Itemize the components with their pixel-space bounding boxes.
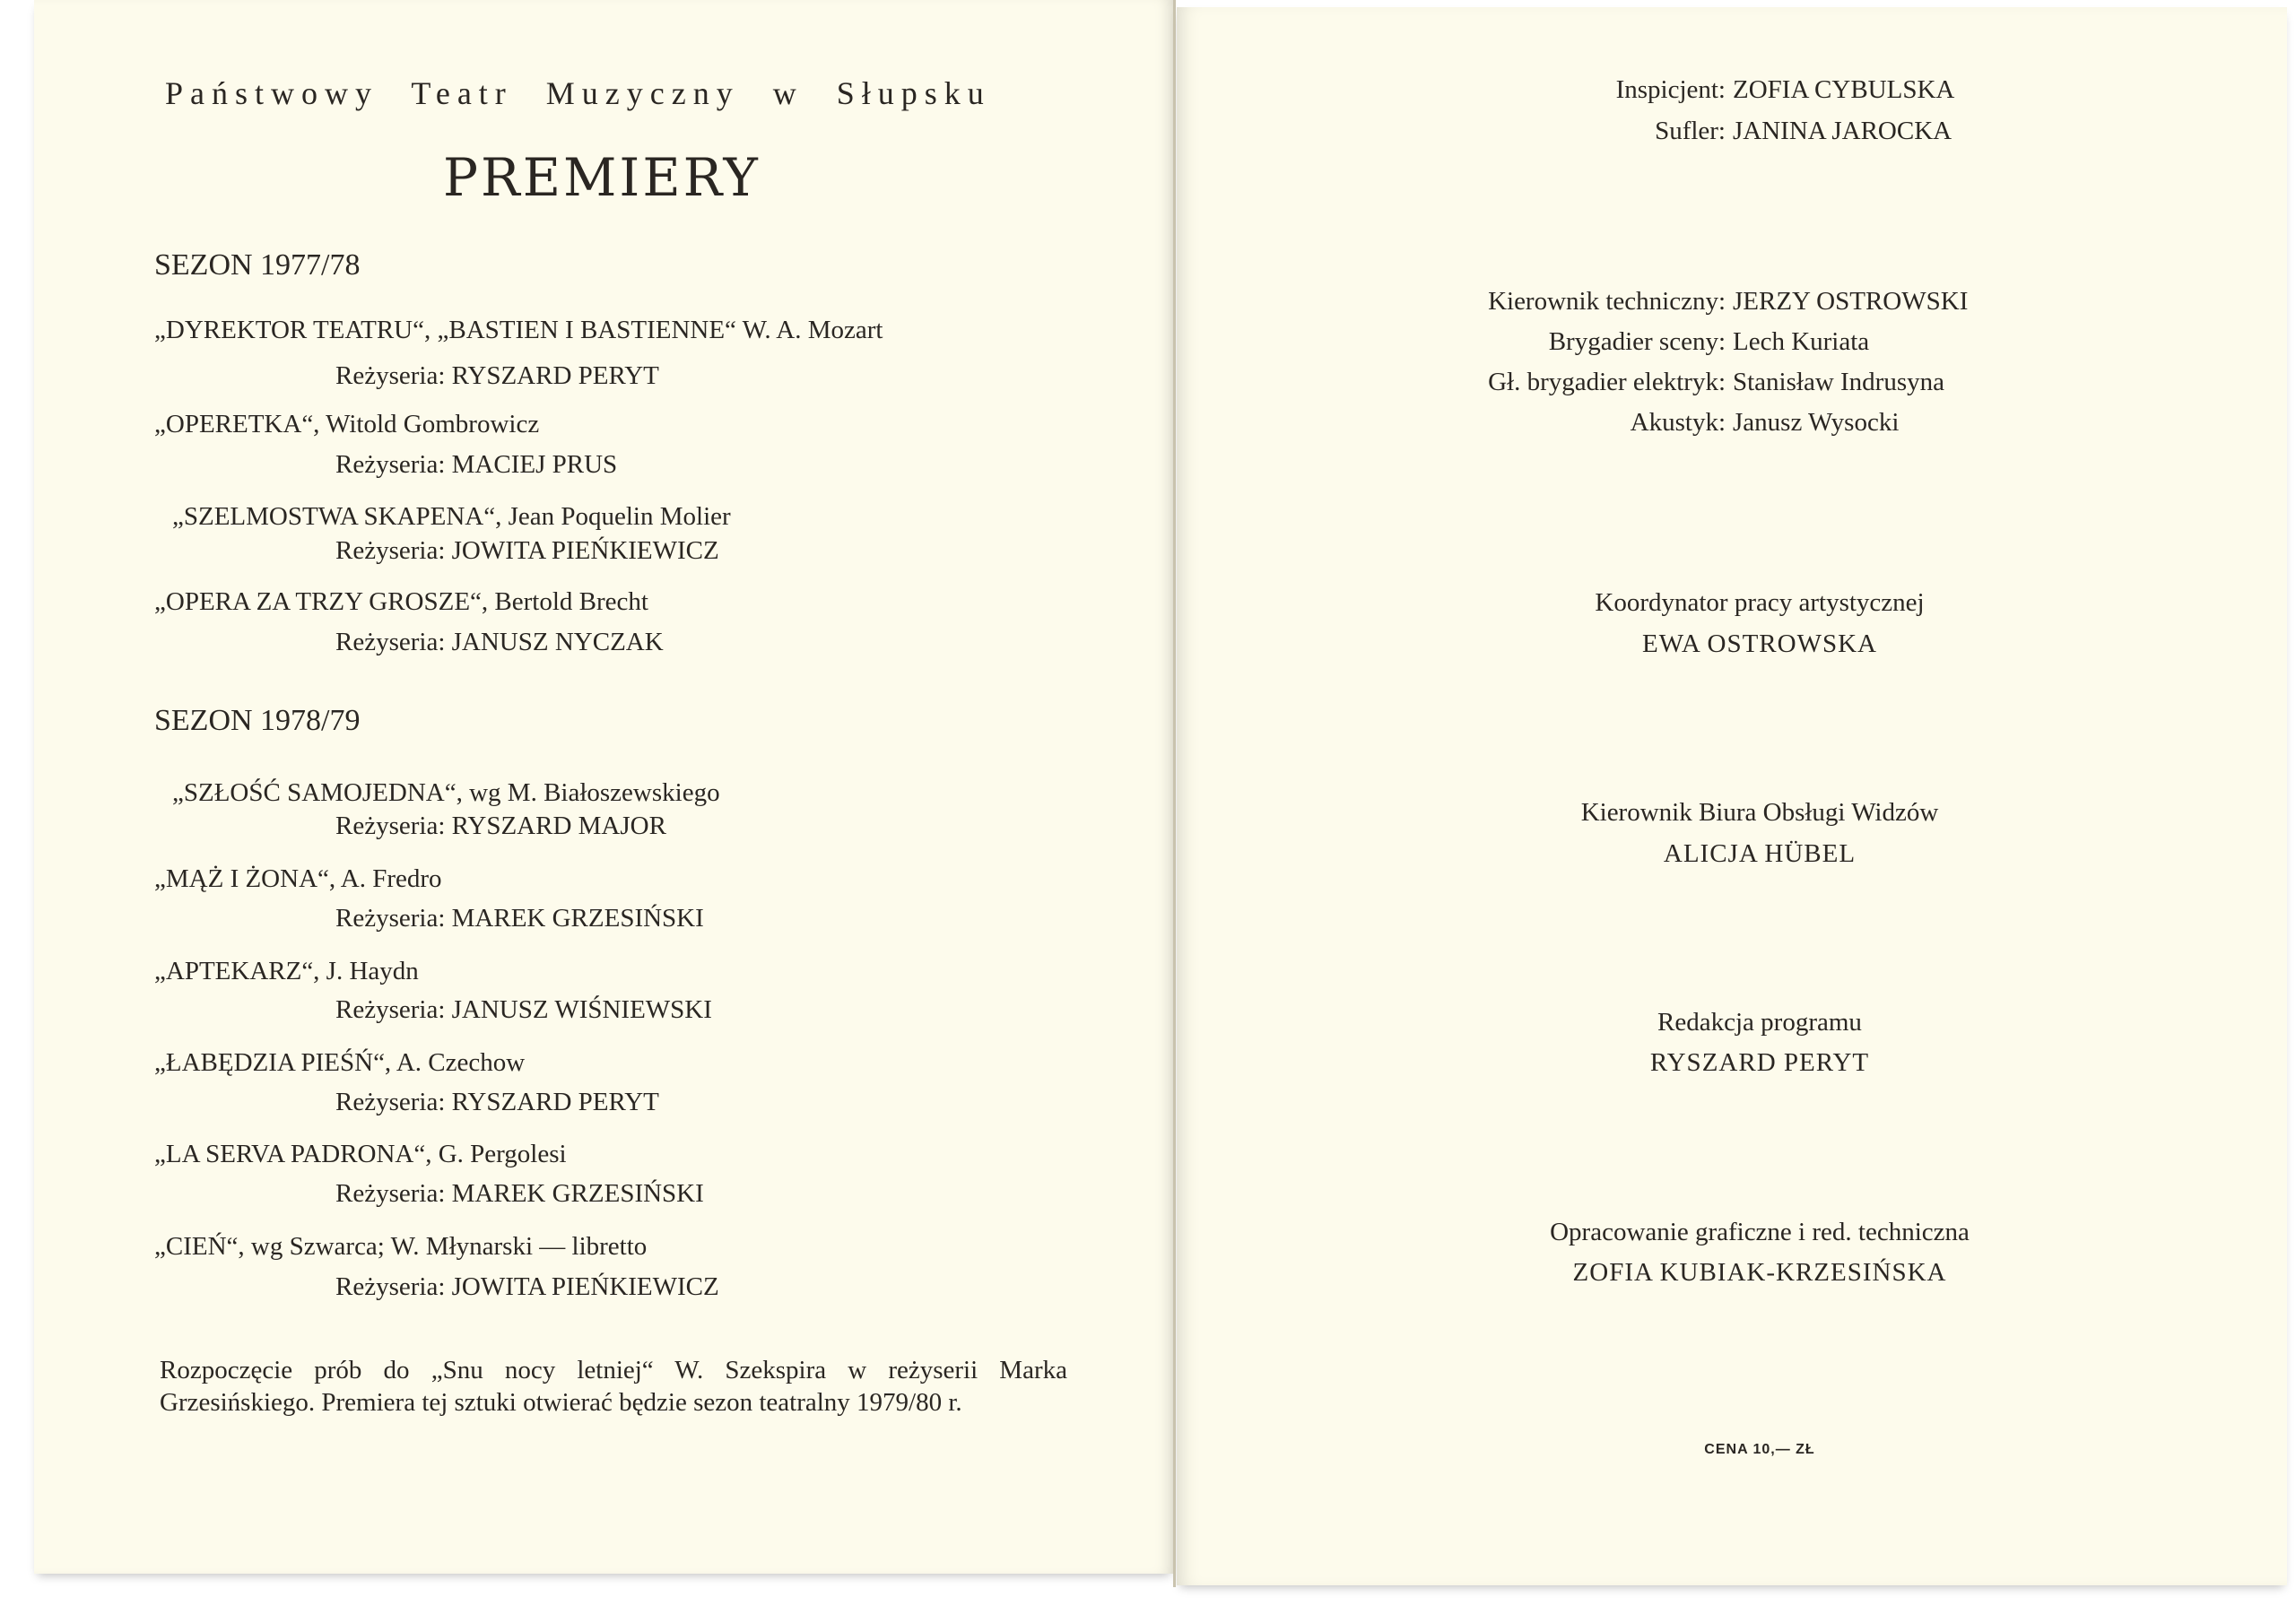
play-title: „OPERETKA“, Witold Gombrowicz [154, 410, 540, 438]
credit-name: JANINA JAROCKA [1733, 117, 1952, 145]
play-title: „ŁABĘDZIA PIEŚŃ“, A. Czechow [154, 1048, 526, 1077]
credit-name-centered: EWA OSTROWSKA [1642, 629, 1877, 658]
credit-role-centered: Koordynator pracy artystycznej [1595, 588, 1925, 617]
credit-name-centered: RYSZARD PERYT [1649, 1048, 1870, 1077]
play-title: „SZŁOŚĆ SAMOJEDNA“, wg M. Białoszewskiego [172, 778, 720, 807]
play-title: „CIEŃ“, wg Szwarca; W. Młynarski — libretto [154, 1232, 648, 1261]
credit-row [1177, 74, 2287, 106]
play-title: „LA SERVA PADRONA“, G. Pergolesi [154, 1140, 567, 1168]
credit-role: Sufler: [1655, 117, 1726, 145]
play-director: Reżyseria: JANUSZ NYCZAK [335, 628, 664, 656]
price-label: CENA 10,— ZŁ [1704, 1442, 1815, 1457]
credit-role: Brygadier sceny: [1548, 327, 1726, 356]
credit-name: Janusz Wysocki [1733, 408, 1900, 437]
play-title: „DYREKTOR TEATRU“, „BASTIEN I BASTIENNE“ W. A. Mozart [154, 316, 883, 344]
play-title: „OPERA ZA TRZY GROSZE“, Bertold Brecht [154, 587, 648, 616]
play-director: Reżyseria: MAREK GRZESIŃSKI [335, 1179, 704, 1208]
season-label-1977: SEZON 1977/78 [154, 248, 361, 282]
play-title: „SZELMOSTWA SKAPENA“, Jean Poquelin Molier [172, 502, 731, 531]
play-director: Reżyseria: RYSZARD PERYT [335, 1088, 659, 1116]
play-director: Reżyseria: JOWITA PIEŃKIEWICZ [335, 1272, 719, 1301]
credit-name: Lech Kuriata [1733, 327, 1870, 356]
credit-role: Kierownik techniczny: [1488, 287, 1726, 316]
credit-row [1177, 325, 2287, 358]
play-title: „MĄŻ I ŻONA“, A. Fredro [154, 864, 442, 893]
play-director: Reżyseria: JOWITA PIEŃKIEWICZ [335, 536, 719, 565]
play-director: Reżyseria: MACIEJ PRUS [335, 450, 618, 479]
credit-role-centered: Kierownik Biura Obsługi Widzów [1580, 798, 1939, 827]
credit-role: Inspicjent: [1615, 75, 1726, 104]
credit-row [1177, 406, 2287, 438]
credit-name-centered: ZOFIA KUBIAK-KRZESIŃSKA [1572, 1258, 1947, 1287]
closing-note: Rozpoczęcie prób do „Snu nocy letniej“ W. Szekspira w reżyserii Marka Grzesińskiego. Premiera tej sztuki otwierać będzie sezon teatralny 1979/80 r. [160, 1356, 1067, 1417]
credit-row [1177, 115, 2287, 147]
credit-row [1177, 285, 2287, 317]
credit-role-centered: Redakcja programu [1657, 1008, 1862, 1037]
play-director: Reżyseria: JANUSZ WIŚNIEWSKI [335, 995, 712, 1024]
theatre-name-header: Państwowy Teatr Muzyczny w Słupsku [165, 75, 991, 111]
credit-row [1177, 366, 2287, 398]
play-title: „APTEKARZ“, J. Haydn [154, 957, 419, 985]
credit-name: ZOFIA CYBULSKA [1733, 75, 1955, 104]
credit-name-centered: ALICJA HÜBEL [1663, 839, 1857, 868]
play-director: Reżyseria: RYSZARD PERYT [335, 361, 659, 390]
credit-role: Gł. brygadier elektryk: [1488, 368, 1726, 396]
credit-name: Stanisław Indrusyna [1733, 368, 1944, 396]
credit-name: JERZY OSTROWSKI [1733, 287, 1969, 316]
book-spine [1173, 0, 1176, 1587]
credit-role-centered: Opracowanie graficzne i red. techniczna [1550, 1218, 1970, 1246]
page-title: PREMIERY [443, 147, 761, 208]
play-director: Reżyseria: MAREK GRZESIŃSKI [335, 904, 704, 933]
credit-role: Akustyk: [1630, 408, 1726, 437]
season-label-1978: SEZON 1978/79 [154, 704, 361, 737]
play-director: Reżyseria: RYSZARD MAJOR [335, 812, 666, 840]
